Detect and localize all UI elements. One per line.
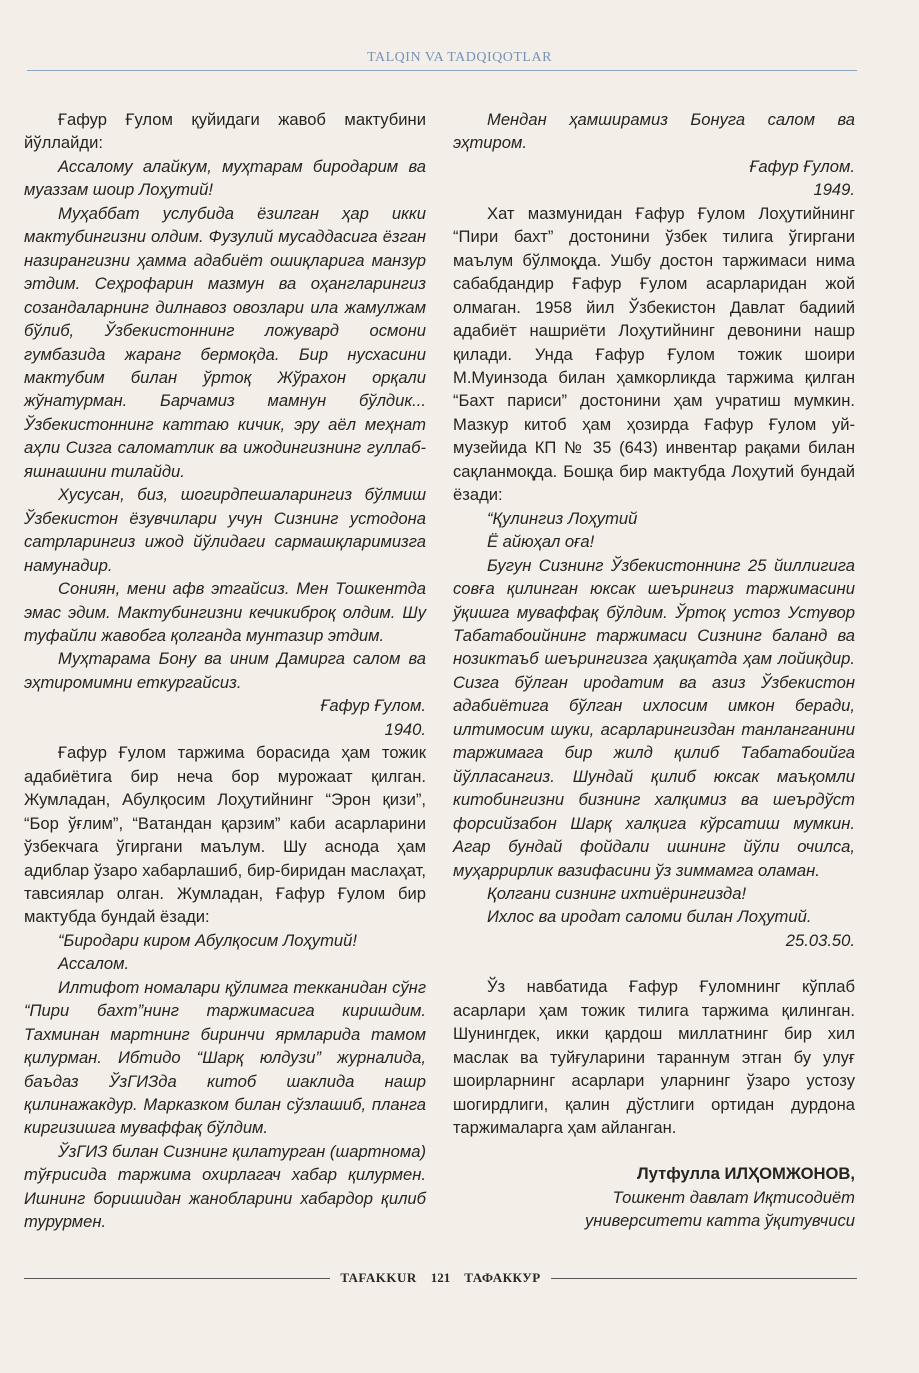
letter-date: 1949. xyxy=(813,180,855,200)
letter-signature: Ғафур Ғулом. xyxy=(749,156,855,176)
letter-paragraph: Муҳтарама Бону ва иним Дамирга салом ва эҳтиромимни еткургайсиз. xyxy=(24,649,426,692)
letter-paragraph: Мендан ҳамширамиз Бонуга салом ва эҳтиром. xyxy=(453,110,855,153)
letter-greeting: Ё айюҳал оға! xyxy=(487,532,595,552)
letter-greeting: “Биродари киром Абулқосим Лоҳутий! xyxy=(58,930,357,950)
letter-greeting: Ассалому алайкум, муҳтарам биродарим ва муаззам шоир Лоҳутий! xyxy=(24,156,426,200)
letter-paragraph: Муҳаббат услубида ёзилган ҳар икки мактубингизни олдим. Фузулий мусаддасига ёзган назирангизни ҳамма адабиёт ошиқларига манзур этдим. Сеҳрофарин мазмун ва оҳангларингиз созандаларнинг дилнавоз овозлари ила жамулжам бўлиб, Ўзбекистоннинг ложувард осмони гумбазида жаранг бермоқда. Бир нусхасини мактубим билан ўртоқ Жўрахон орқали жўнатурман. Барчамиз мамнун бўлдик... Ўзбекистоннинг каттаю кичик, эру аёл меҳнат аҳли Сизга саломатлик ва ижодингизнинг гуллаб-яшнашини тилайди. xyxy=(24,203,426,481)
magazine-name-latin: TAFAKKUR xyxy=(340,1270,417,1285)
author-affiliation: Тошкент давлат Иқтисодиёт xyxy=(612,1187,855,1207)
letter-paragraph: Бугун Сизнинг Ўзбекистоннинг 25 йиллигига совға қилинган юксак шеърингиз таржимасини ўқишга муваффақ бўлдим. Ўртоқ устоз Устувор Табатабоийнинг таржимаси Сизнинг баланд ва нозиктаъб шеърингизга ҳақиқатда ҳам лойиқдир. Сизга бўлган иродатим ва азиз Ўзбекистон адабиётига бўлган ихлосим имкон беради, илтимосим шуки, асарларингиздан танланганини таржимага бир жилд қилиб Табатабоийга йўлласангиз. Шундай қилиб юксак маъқомли китобингизни бизнинг халқимиз ва шеърдўст форсийзабон Шарқ халқига кўрсатиш мумкин. Агар бундай фойдали ишнинг йўли очилса, муҳаррирлик вазифасини ўз зиммамга оламан. xyxy=(453,555,855,880)
paragraph: Ўз навбатида Ғафур Ғуломнинг кўплаб асарлари ҳам тожик тилига таржима қилинган. Шунингдек, икки қардош миллатнинг бир хил маслак ва туйғуларини тараннум этган бу улуғ шоирларнинг асарлари уларнинг ўзаро устозу шогирдлиги, қалин дўстлиги ортидан дурдона таржималарга ҳам айланган. xyxy=(453,977,855,1138)
letter-date: 25.03.50. xyxy=(785,930,855,950)
left-column xyxy=(24,108,426,1234)
letter-paragraph: Илтифот номалари қўлимга текканидан сўнг “Пири бахт”нинг таржимасига киришдим. Тахминан мартнинг биринчи ярмларида тамом қилурман. Ибтидо “Шарқ юлдузи” журналида, баъдаз ЎзГИЗда китоб шаклида нашр қилинажакдур. Марказком билан сўзлашиб, планга киргизишга муваффақ бўлдим. xyxy=(24,977,426,1138)
footer-rule-right xyxy=(551,1278,857,1279)
header-rule xyxy=(27,70,857,71)
author-affiliation: университети катта ўқитувчиси xyxy=(584,1211,855,1231)
paragraph: Хат мазмунидан Ғафур Ғулом Лоҳутийнинг “Пири бахт” достонини ўзбек тилига ўгиргани маълум бўлмоқда. Ушбу достон таржимаси нима сабабдандир Ғафур Ғулом асарларидан жой олмаган. 1958 йил Ўзбекистон Давлат бадиий адабиёт нашриёти Лоҳутийнинг девонини нашр қилади. Унда Ғафур Ғулом тожик шоири М.Муинзода билан ҳамкорликда таржима қилган “Бахт париси” достонини ҳам учратиш мумкин. Мазкур китоб ҳам ҳозирда Ғафур Ғулом уй-музейида КП № 35 (643) инвентар рақами билан сақланмоқда. Бошқа бир мактубда Лоҳутий бундай ёзади: xyxy=(453,203,855,505)
paragraph: Ғафур Ғулом таржима борасида ҳам тожик адабиётига бир неча бор мурожаат қилган. Жумладан, Абулқосим Лоҳутийнинг “Эрон қизи”, “Бор ўғлим”, “Ватандан қарзим” каби асарларини ўзбекчага ўгиргани маълум. Шу аснода ҳам адиблар ўзаро хабарлашиб, бир-биридан маслаҳат, тавсиялар олган. Жумладан, Ғафур Ғулом бир мактубда бундай ёзади: xyxy=(24,743,426,927)
page-number: 121 xyxy=(430,1270,451,1285)
right-column xyxy=(453,108,855,1233)
letter-date: 1940. xyxy=(384,719,426,739)
author-name xyxy=(453,1162,855,1185)
paragraph: Ғафур Ғулом қуйидаги жавоб мактубини йўллайди: xyxy=(24,110,426,153)
letter-paragraph: Хусусан, биз, шогирдпешаларингиз бўлмиш Ўзбекистон ёзувчилари учун Сизнинг устодона сатрларингиз ижод йўлидаги сармашқларимизга намунадир. xyxy=(24,485,426,575)
footer-rule-left xyxy=(24,1278,330,1279)
page-footer xyxy=(24,1267,857,1289)
letter-paragraph: Ихлос ва иродат саломи билан Лоҳутий. xyxy=(487,907,812,927)
letter-greeting: Ассалом. xyxy=(58,954,130,974)
magazine-name-cyrillic: ТАФАККУР xyxy=(464,1270,541,1285)
author-first-name: Лутфулла xyxy=(637,1164,720,1184)
letter-signature: Ғафур Ғулом. xyxy=(320,696,426,716)
letter-paragraph: Қолгани сизнинг ихтиёрингизда! xyxy=(487,883,747,903)
letter-greeting: “Қулингиз Лоҳутий xyxy=(487,508,638,528)
author-last-name: ИЛҲОМЖОНОВ, xyxy=(724,1164,855,1184)
letter-paragraph: ЎзГИЗ билан Сизнинг қилатурган (шартнома) тўғрисида таржима охирлагач хабар қилурмен. Ишнинг боришидан жанобларини хабардор қилиб турурмен. xyxy=(24,1141,426,1232)
section-header: TALQIN VA TADQIQOTLAR xyxy=(367,50,552,65)
letter-paragraph: Сониян, мени афв этгайсиз. Мен Тошкентда эмас эдим. Мактубингизни кечикиброқ олдим. Шу туфайли жавобга қолганда мунтазир этдим. xyxy=(24,579,426,645)
